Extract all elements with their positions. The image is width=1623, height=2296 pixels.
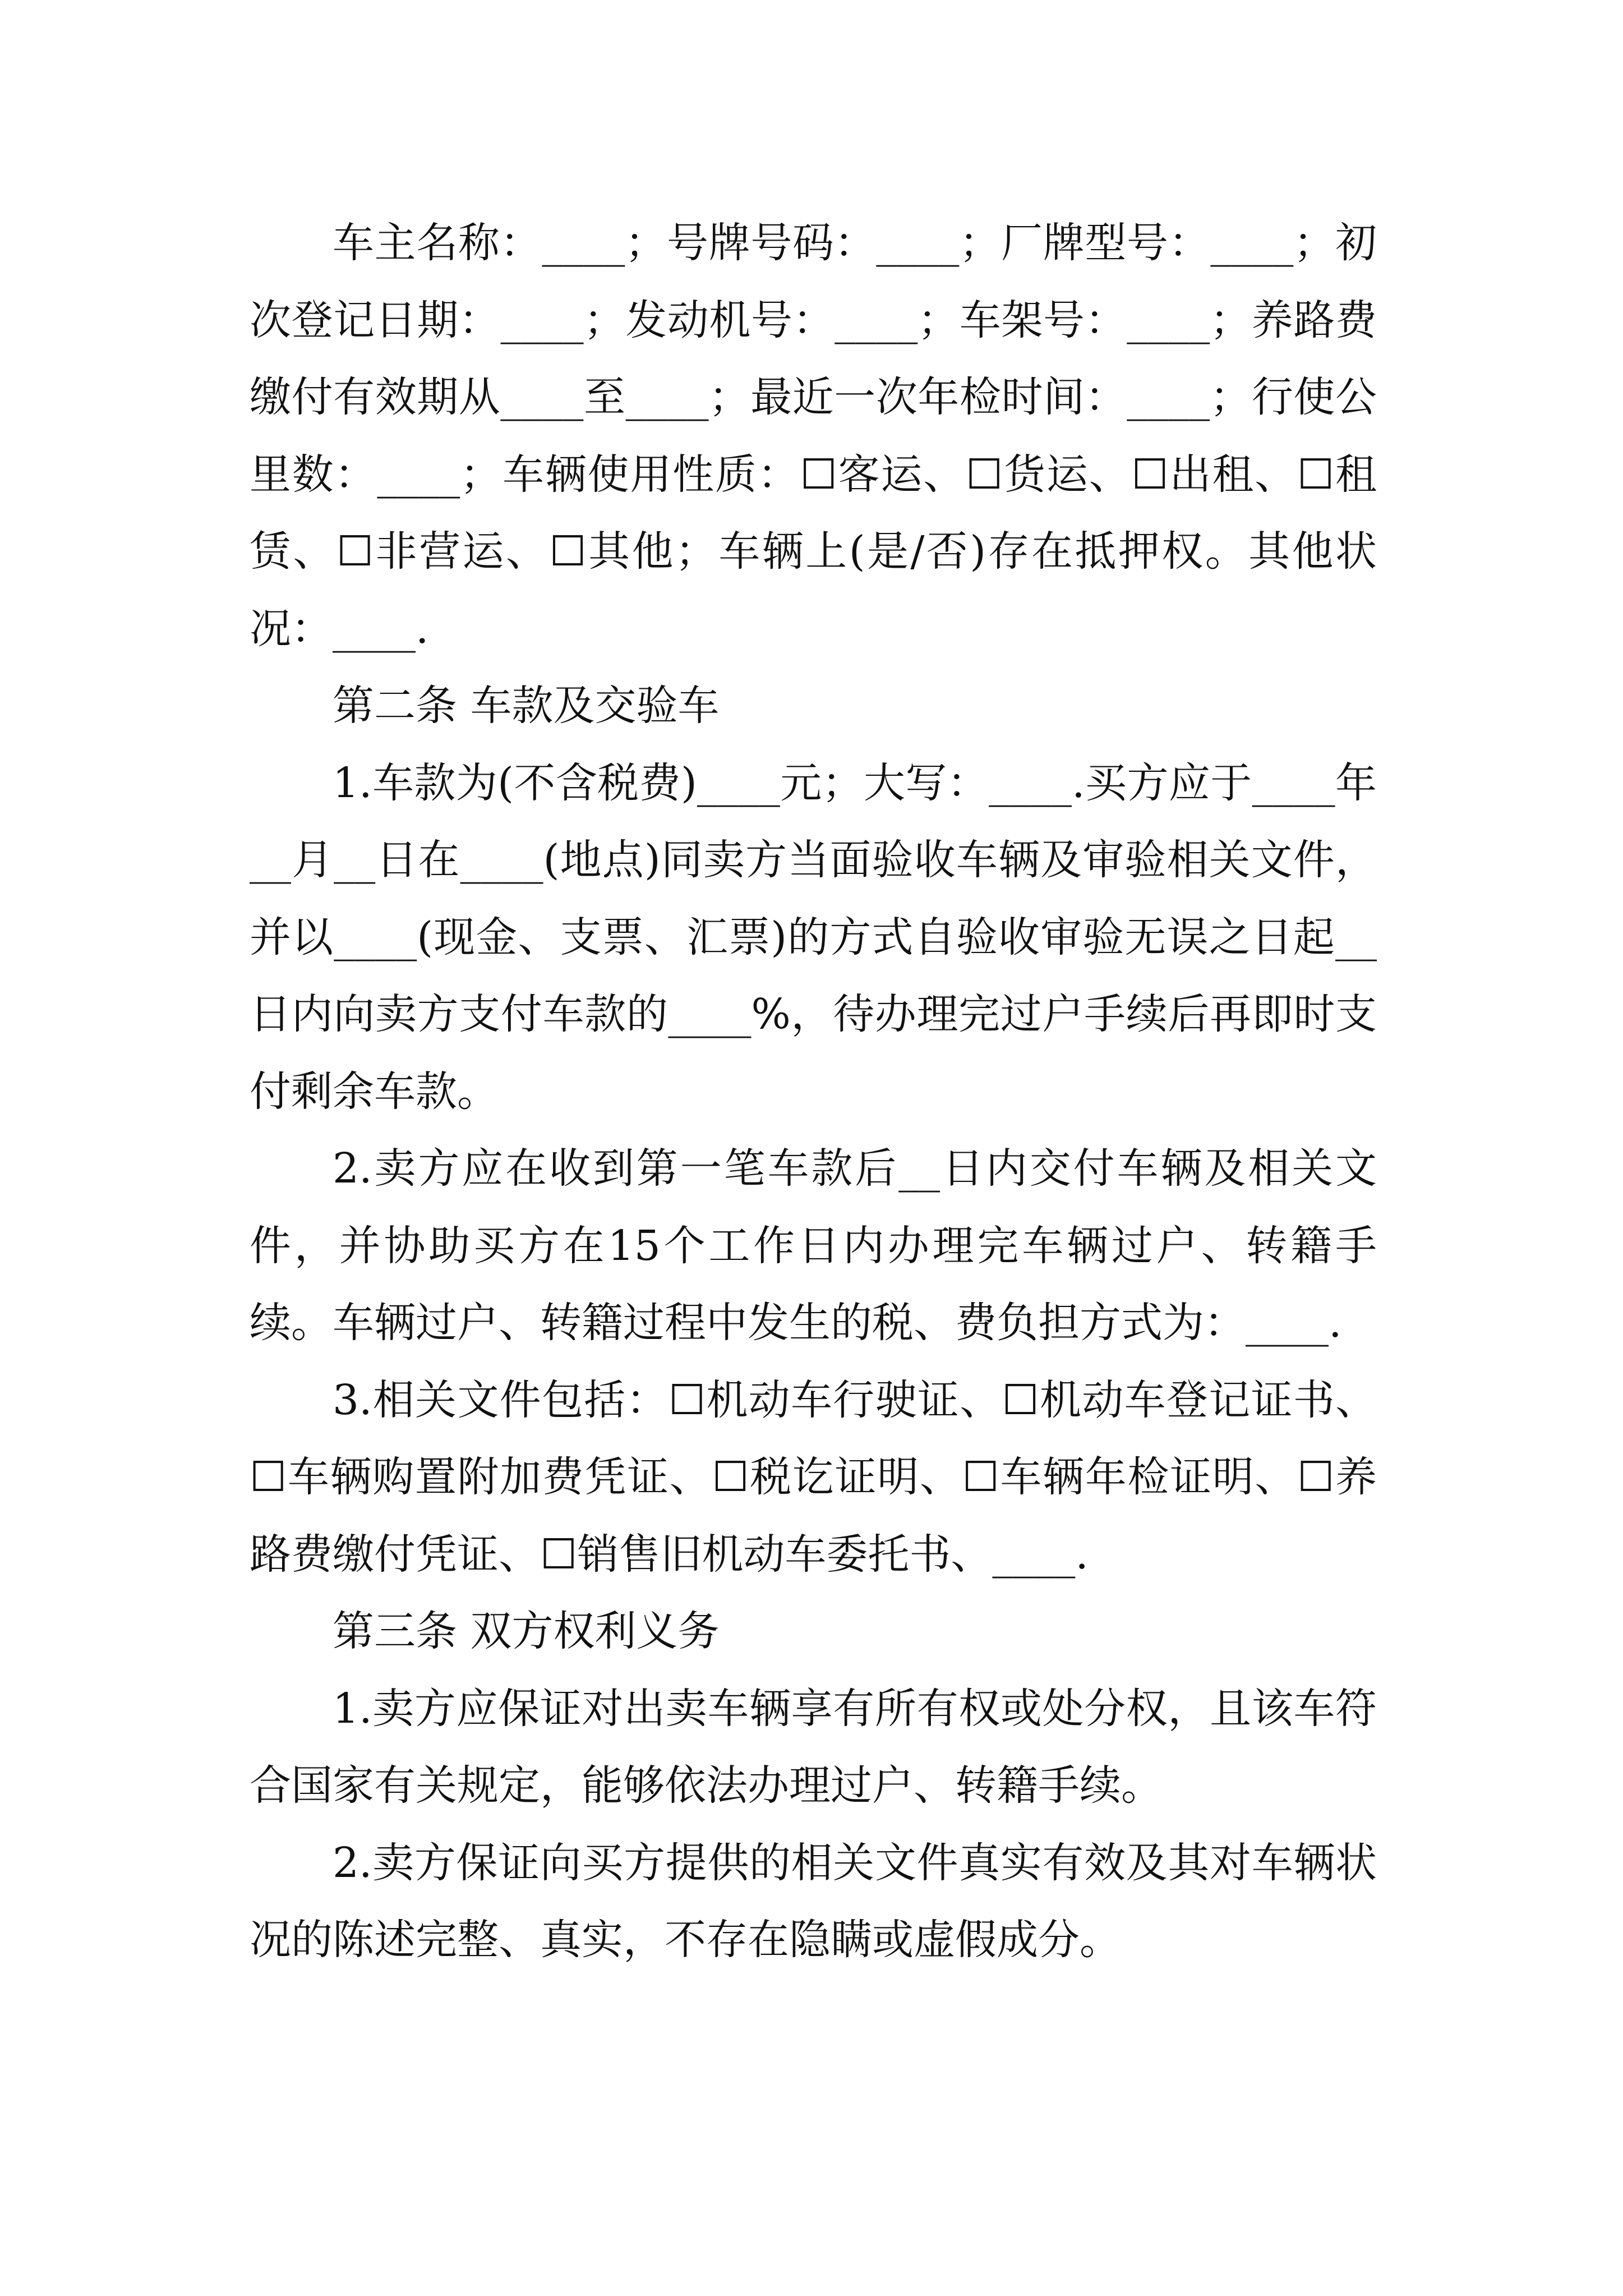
article-3-heading: 第三条 双方权利义务 (333, 1607, 720, 1655)
article-3-clause-2: 2.卖方保证向买方提供的相关文件真实有效及其对车辆状况的陈述完整、真实，不存在隐瞒或虚假成分。 (250, 1838, 1377, 1964)
article-3-clause-1: 1.卖方应保证对出卖车辆享有所有权或处分权，且该车符合国家有关规定，能够依法办理过户、转籍手续。 (250, 1684, 1377, 1810)
article-2-heading: 第二条 车款及交验车 (333, 682, 720, 730)
vehicle-info-paragraph: 车主名称：____；号牌号码：____；厂牌型号：____；初次登记日期：____；发动机号：____；车架号：____；养路费缴付有效期从____至____；最近一次年检时间：____；行使公里数：____；车辆使用性质：☐客运、☐货运、☐出租、☐租赁、☐非营运、☐其他；车辆上(是/否)存在抵押权。其他状况：____. (250, 219, 1377, 653)
document-body (250, 205, 1377, 1979)
article-2-clause-2: 2.卖方应在收到第一笔车款后__日内交付车辆及相关文件，并协助买方在15个工作日内办理完车辆过户、转籍手续。车辆过户、转籍过程中发生的税、费负担方式为：____. (250, 1144, 1377, 1347)
article-2-clause-3: 3.相关文件包括：☐机动车行驶证、☐机动车登记证书、☐车辆购置附加费凭证、☐税讫证明、☐车辆年检证明、☐养路费缴付凭证、☐销售旧机动车委托书、____. (250, 1375, 1377, 1579)
article-2-clause-1: 1.车款为(不含税费)____元；大写：____.买方应于____年__月__日在____(地点)同卖方当面验收车辆及审验相关文件，并以____(现金、支票、汇票)的方式自验收审验无误之日起__日内向卖方支付车款的____%，待办理完过户手续后再即时支付剩余车款。 (250, 758, 1377, 1116)
